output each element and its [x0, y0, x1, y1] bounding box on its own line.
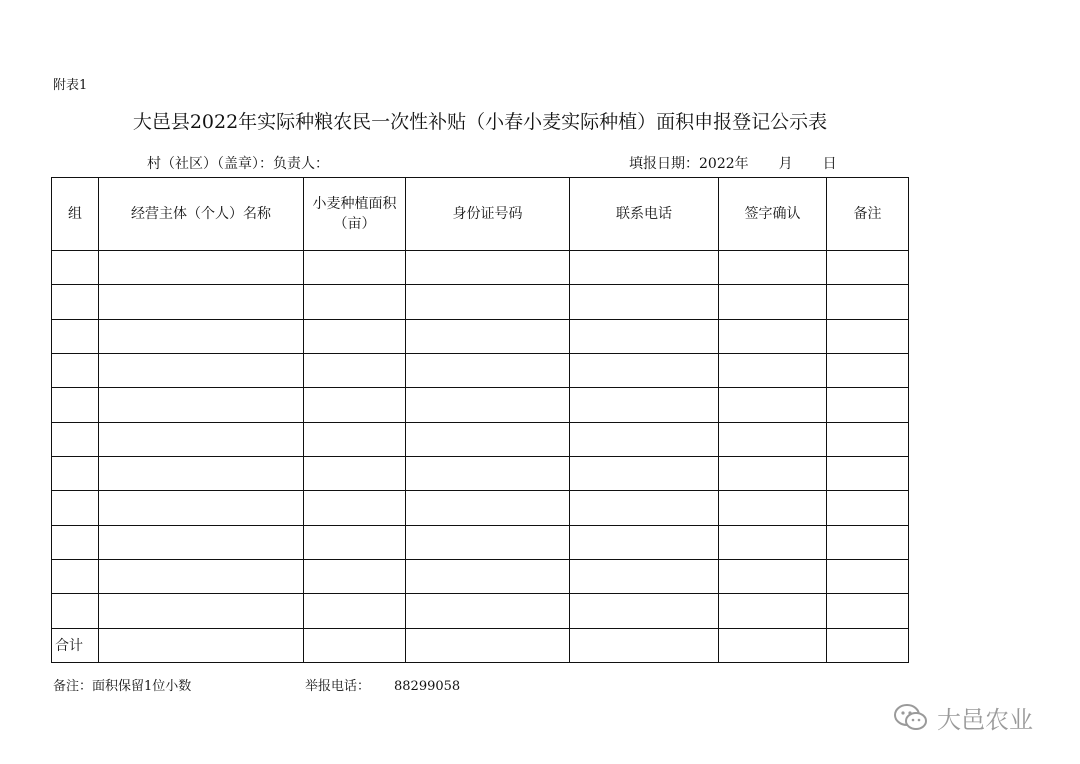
table-row [52, 422, 909, 456]
table-cell[interactable] [719, 353, 827, 387]
table-cell[interactable] [99, 628, 304, 662]
header-id: 身份证号码 [406, 178, 570, 251]
header-phone: 联系电话 [570, 178, 719, 251]
table-cell[interactable] [827, 319, 909, 353]
meta-date [629, 153, 837, 173]
table-cell[interactable] [304, 319, 406, 353]
table-cell[interactable] [304, 388, 406, 422]
table-row [52, 353, 909, 387]
table-cell[interactable] [719, 285, 827, 319]
table-cell[interactable] [52, 285, 99, 319]
table-cell[interactable] [99, 251, 304, 285]
table-cell[interactable] [719, 456, 827, 490]
table-row [52, 388, 909, 422]
table-cell[interactable] [570, 594, 719, 628]
table-cell[interactable] [827, 422, 909, 456]
table-cell[interactable] [52, 525, 99, 559]
table-cell[interactable] [99, 525, 304, 559]
page-title [0, 107, 960, 134]
table-cell[interactable] [52, 594, 99, 628]
table-cell[interactable] [52, 251, 99, 285]
table-cell[interactable] [570, 422, 719, 456]
header-group: 组 [52, 178, 99, 251]
table-cell[interactable] [570, 491, 719, 525]
table-cell[interactable] [719, 319, 827, 353]
table-cell[interactable] [406, 251, 570, 285]
table-cell[interactable] [99, 559, 304, 593]
table-cell[interactable] [570, 388, 719, 422]
table-cell[interactable] [99, 388, 304, 422]
header-remarks: 备注 [827, 178, 909, 251]
table-row [52, 594, 909, 628]
table-cell[interactable] [570, 456, 719, 490]
table-row [52, 319, 909, 353]
table-cell[interactable] [99, 422, 304, 456]
day-label: 日 [822, 156, 837, 172]
table-cell[interactable] [406, 525, 570, 559]
table-cell[interactable] [99, 285, 304, 319]
table-row [52, 491, 909, 525]
header-area-line2: （亩） [333, 216, 376, 232]
table-row [52, 251, 909, 285]
table-cell[interactable] [406, 628, 570, 662]
table-cell[interactable] [406, 388, 570, 422]
table-row [52, 559, 909, 593]
table-cell[interactable] [406, 491, 570, 525]
table-cell[interactable] [52, 319, 99, 353]
report-phone-label: 举报电话： [305, 679, 371, 694]
table-cell[interactable] [304, 491, 406, 525]
table-cell[interactable] [719, 628, 827, 662]
fill-date-label: 填报日期：2022年 [629, 156, 749, 172]
table-cell[interactable] [304, 628, 406, 662]
table-cell[interactable] [719, 594, 827, 628]
header-area [304, 178, 406, 251]
table-cell[interactable] [99, 319, 304, 353]
wechat-icon [893, 703, 929, 733]
title-text: 大邑县2022年实际种粮农民一次性补贴（小春小麦实际种植）面积申报登记公示表 [132, 111, 828, 133]
table-cell[interactable] [719, 422, 827, 456]
table-cell[interactable] [406, 353, 570, 387]
header-name: 经营主体（个人）名称 [99, 178, 304, 251]
table-cell[interactable] [304, 559, 406, 593]
table-cell[interactable] [52, 422, 99, 456]
table-cell[interactable] [570, 319, 719, 353]
table-cell[interactable] [719, 559, 827, 593]
table-cell[interactable] [827, 456, 909, 490]
footer-note: 备注：面积保留1位小数 [53, 679, 192, 694]
table-cell[interactable] [570, 285, 719, 319]
table-cell[interactable] [406, 559, 570, 593]
table-row [52, 525, 909, 559]
table-cell[interactable] [304, 422, 406, 456]
table-cell[interactable] [827, 251, 909, 285]
watermark [893, 700, 1033, 735]
table-body [52, 251, 909, 663]
table-cell[interactable] [304, 251, 406, 285]
table-cell[interactable] [99, 491, 304, 525]
table-cell[interactable] [406, 319, 570, 353]
total-label: 合计 [52, 628, 99, 662]
village-label: 村（社区）（盖章）： [147, 156, 273, 172]
meta-left [147, 153, 329, 173]
table-cell[interactable] [99, 353, 304, 387]
month-label: 月 [778, 156, 793, 172]
table-cell[interactable] [52, 353, 99, 387]
table-header-row [52, 178, 909, 251]
table-cell[interactable] [827, 525, 909, 559]
responsible-label: 负责人： [273, 156, 329, 172]
table-cell[interactable] [406, 456, 570, 490]
table-cell[interactable] [570, 353, 719, 387]
report-phone-number: 88299058 [394, 679, 461, 694]
table-cell[interactable] [406, 422, 570, 456]
table-cell[interactable] [99, 456, 304, 490]
table-cell[interactable] [406, 594, 570, 628]
table-cell[interactable] [570, 525, 719, 559]
table-row [52, 285, 909, 319]
table-cell[interactable] [570, 628, 719, 662]
table-cell[interactable] [304, 285, 406, 319]
total-row [52, 628, 909, 662]
footer-report [305, 675, 460, 694]
table-cell[interactable] [406, 285, 570, 319]
table-cell[interactable] [827, 559, 909, 593]
attachment-label: 附表1 [53, 78, 88, 93]
table-cell[interactable] [570, 559, 719, 593]
table-cell[interactable] [719, 388, 827, 422]
table-cell[interactable] [304, 456, 406, 490]
table-cell[interactable] [827, 285, 909, 319]
table-cell[interactable] [52, 491, 99, 525]
table-cell[interactable] [304, 525, 406, 559]
table-cell[interactable] [52, 388, 99, 422]
header-area-line1: 小麦种植面积 [312, 196, 397, 212]
watermark-text: 大邑农业 [937, 706, 1033, 734]
table-cell[interactable] [304, 353, 406, 387]
table-cell[interactable] [827, 388, 909, 422]
table-cell[interactable] [827, 628, 909, 662]
table-cell[interactable] [304, 594, 406, 628]
table-cell[interactable] [719, 525, 827, 559]
header-signature: 签字确认 [719, 178, 827, 251]
table-cell[interactable] [827, 353, 909, 387]
table-cell[interactable] [99, 594, 304, 628]
table-cell[interactable] [52, 559, 99, 593]
table-row [52, 456, 909, 490]
registration-table [51, 177, 909, 663]
table-cell[interactable] [570, 251, 719, 285]
table-cell[interactable] [719, 491, 827, 525]
table-cell[interactable] [52, 456, 99, 490]
table-cell[interactable] [827, 594, 909, 628]
table-cell[interactable] [827, 491, 909, 525]
table-cell[interactable] [719, 251, 827, 285]
